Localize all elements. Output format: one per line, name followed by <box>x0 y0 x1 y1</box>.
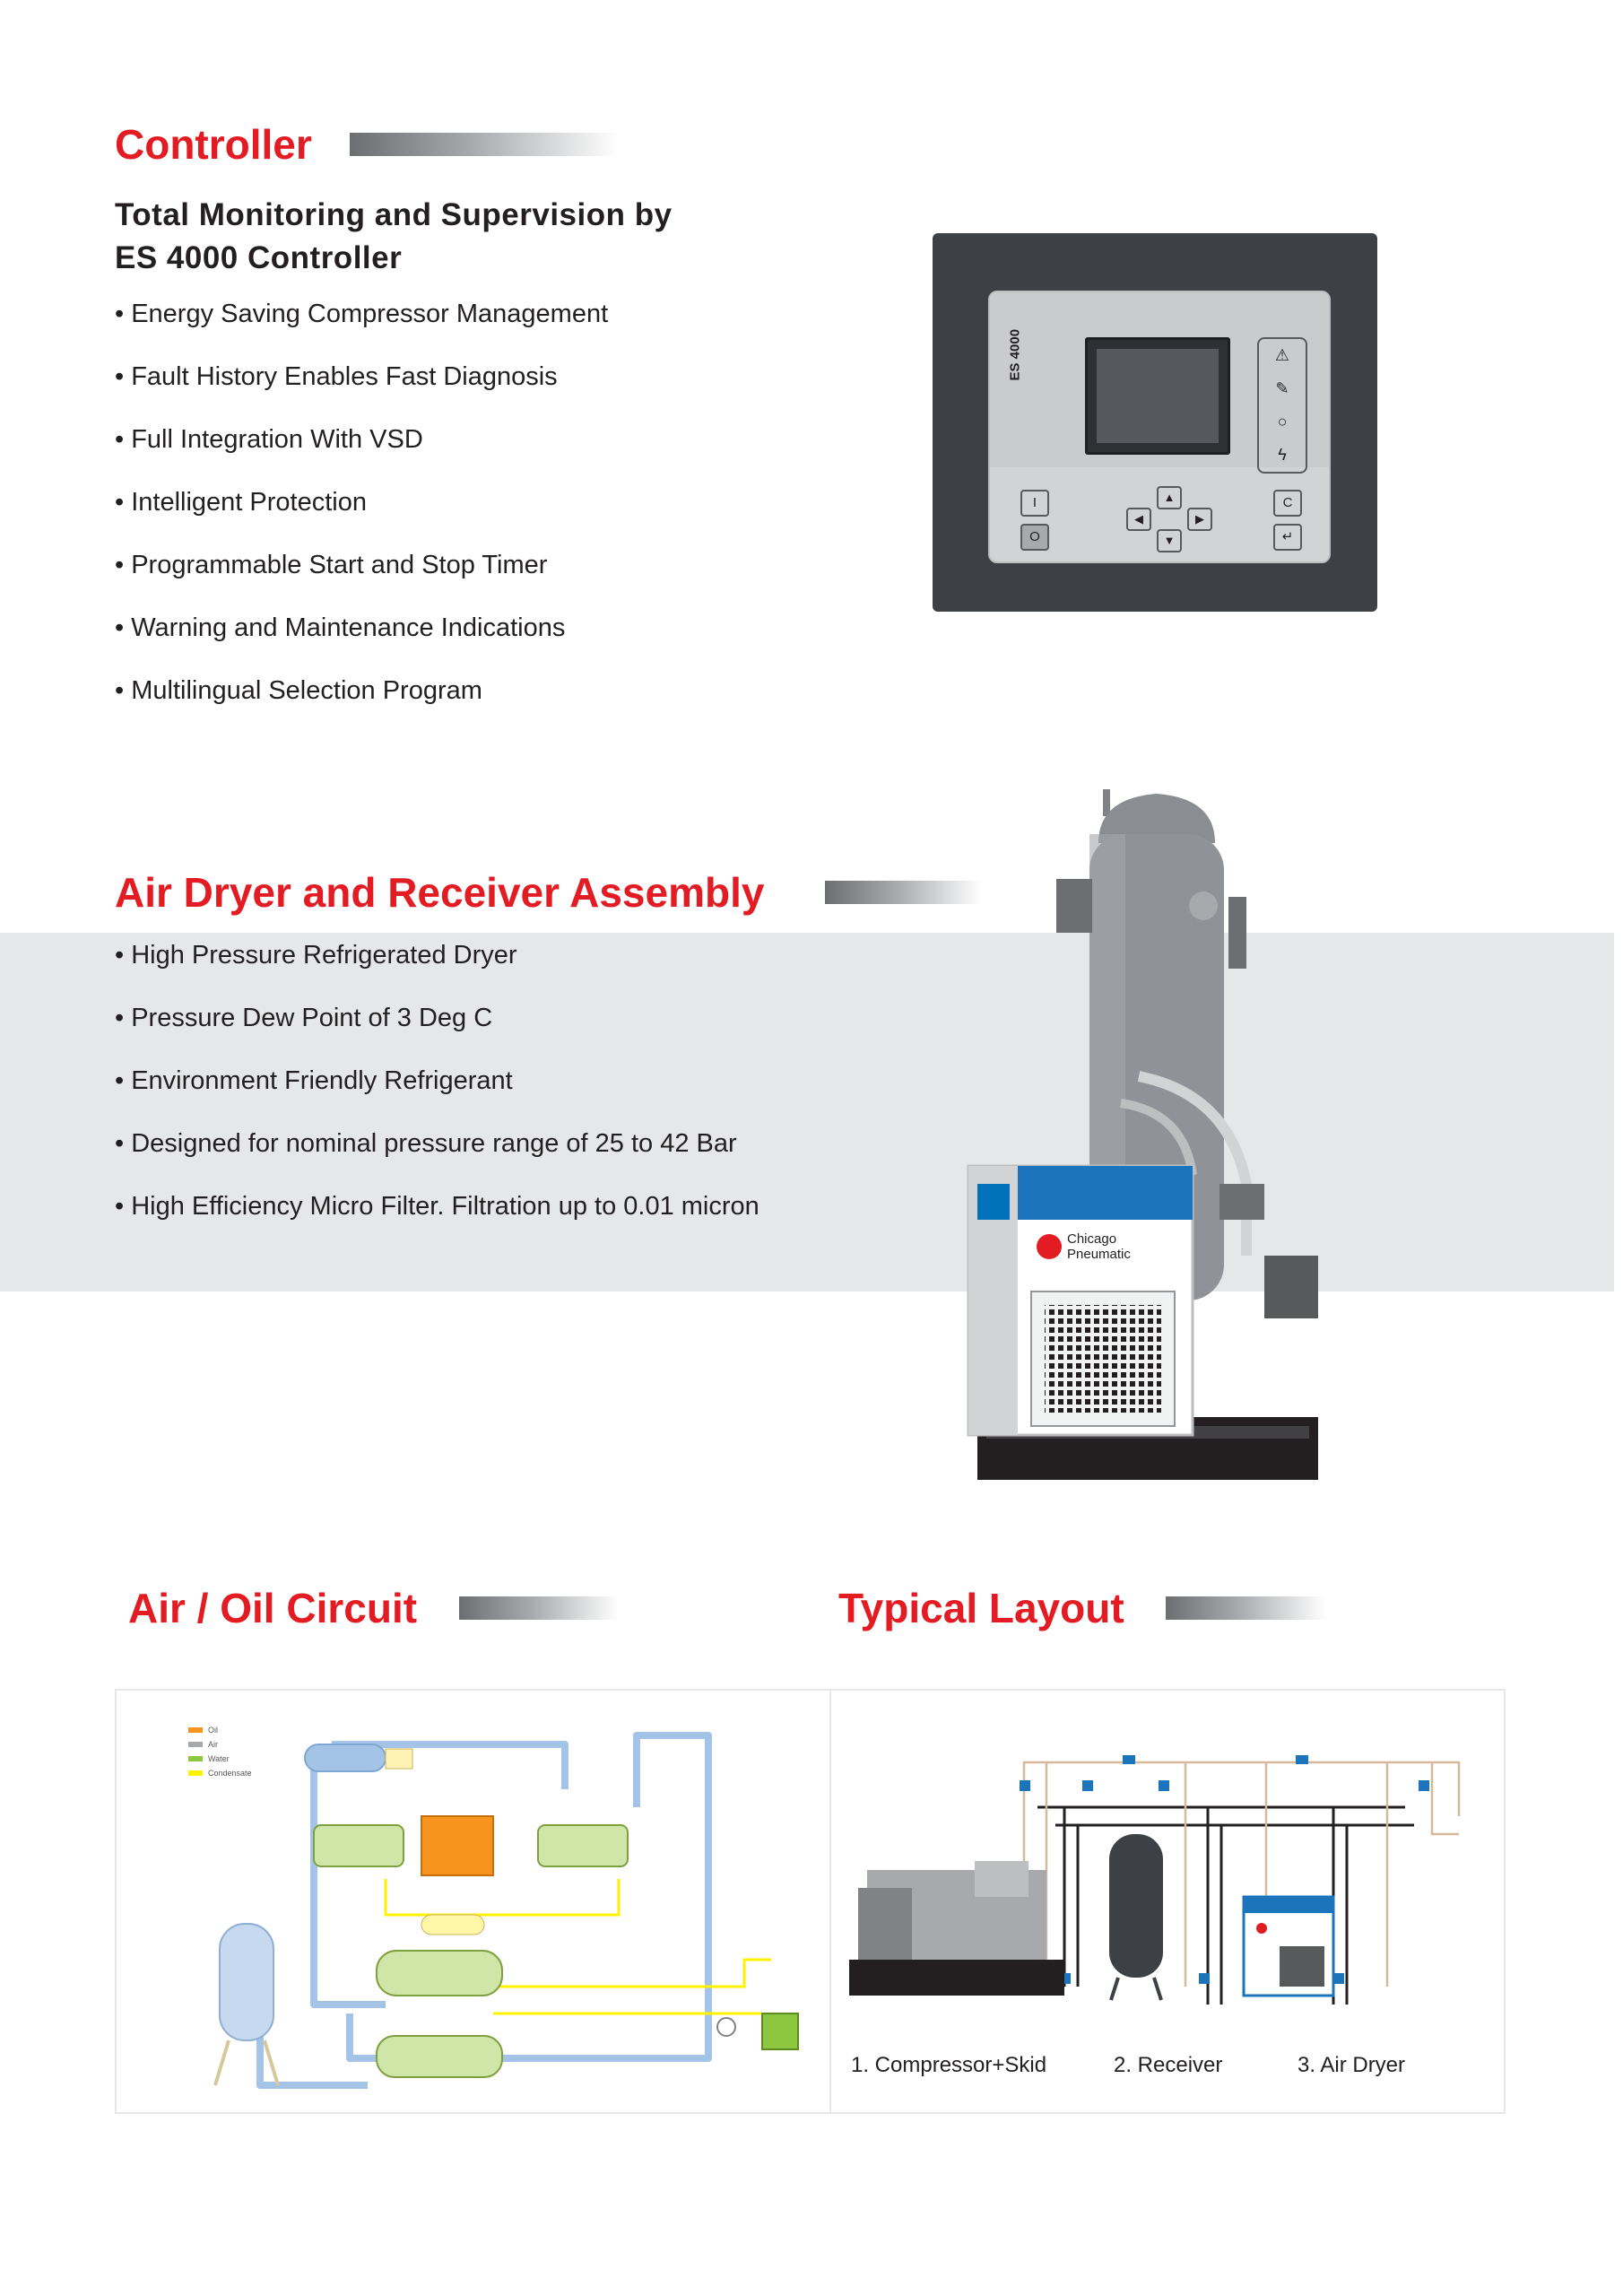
dryer-heading-bar <box>825 881 982 904</box>
arrow-left-icon: ◀ <box>1126 508 1151 531</box>
dryer-heading: Air Dryer and Receiver Assembly <box>115 869 765 916</box>
controller-feature-list <box>115 299 608 738</box>
layout-caption-air-dryer: 3. Air Dryer <box>1298 2053 1406 2077</box>
layout-diagram-panel <box>829 1689 1506 2114</box>
controller-display-screen <box>1085 337 1230 455</box>
layout-heading-bar <box>1166 1596 1325 1620</box>
layout-caption-receiver: 2. Receiver <box>1114 2053 1223 2077</box>
circuit-legend-item: Water <box>188 1752 252 1766</box>
controller-subheading-line2: ES 4000 Controller <box>115 240 403 275</box>
dryer-feature-item: • Pressure Dew Point of 3 Deg C <box>115 1004 493 1032</box>
stop-button-icon: O <box>1020 524 1049 551</box>
wrench-icon: ✎ <box>1275 379 1289 397</box>
controller-heading-bar <box>350 133 619 156</box>
circuit-legend-item: Condensate <box>188 1766 252 1780</box>
warning-icon: ⚠ <box>1274 346 1290 364</box>
controller-subheading-line1: Total Monitoring and Supervision by <box>115 197 673 232</box>
controller-subheading <box>115 194 673 280</box>
circle-icon: ○ <box>1277 413 1288 430</box>
circuit-legend-item: Air <box>188 1737 252 1752</box>
layout-caption-compressor: 1. Compressor+Skid <box>851 2053 1047 2077</box>
controller-feature-item: • Warning and Maintenance Indications <box>115 613 566 642</box>
cancel-key-icon: C <box>1273 490 1302 517</box>
cp-logo-icon <box>1037 1234 1062 1259</box>
circuit-diagram-drawing <box>117 1691 913 2112</box>
dryer-feature-item: • Designed for nominal pressure range of 25 to 42 Bar <box>115 1129 737 1158</box>
controller-heading: Controller <box>115 121 312 168</box>
controller-feature-item: • Full Integration With VSD <box>115 425 423 454</box>
receiver-tank <box>1109 1834 1163 1978</box>
lightning-icon: ϟ <box>1278 446 1287 464</box>
enter-key-icon: ↵ <box>1273 524 1302 551</box>
dryer-receiver-image <box>959 753 1354 1507</box>
controller-feature-item: • Multilingual Selection Program <box>115 676 482 705</box>
arrow-down-icon: ▼ <box>1157 529 1182 552</box>
circuit-diagram-panel <box>115 1689 915 2114</box>
controller-status-indicators <box>1257 337 1307 474</box>
dryer-brand-line2: Pneumatic <box>1067 1247 1131 1262</box>
controller-feature-item: • Energy Saving Compressor Management <box>115 300 609 328</box>
controller-feature-item: • Programmable Start and Stop Timer <box>115 551 548 579</box>
dryer-feature-list <box>115 940 759 1254</box>
start-button-icon: I <box>1020 490 1049 517</box>
layout-diagram-drawing <box>831 1691 1504 2112</box>
controller-model-label <box>1008 363 1023 381</box>
dryer-brand-line1: Chicago <box>1067 1231 1117 1247</box>
layout-heading: Typical Layout <box>838 1585 1124 1631</box>
circuit-legend-item: Oil <box>188 1723 252 1737</box>
circuit-heading: Air / Oil Circuit <box>128 1585 418 1631</box>
controller-faceplate <box>988 291 1331 563</box>
arrow-up-icon: ▲ <box>1157 486 1182 509</box>
controller-panel-image <box>933 233 1377 612</box>
circuit-heading-bar <box>459 1596 619 1620</box>
arrow-right-icon: ▶ <box>1187 508 1212 531</box>
dryer-feature-item: • Environment Friendly Refrigerant <box>115 1066 513 1095</box>
compressor-skid-base <box>849 1960 1064 1996</box>
controller-feature-item: • Fault History Enables Fast Diagnosis <box>115 362 558 391</box>
controller-feature-item: • Intelligent Protection <box>115 488 367 517</box>
cp-logo-icon <box>1256 1923 1267 1934</box>
dryer-feature-item: • High Efficiency Micro Filter. Filtration up to 0.01 micron <box>115 1192 759 1221</box>
dryer-feature-item: • High Pressure Refrigerated Dryer <box>115 941 517 970</box>
